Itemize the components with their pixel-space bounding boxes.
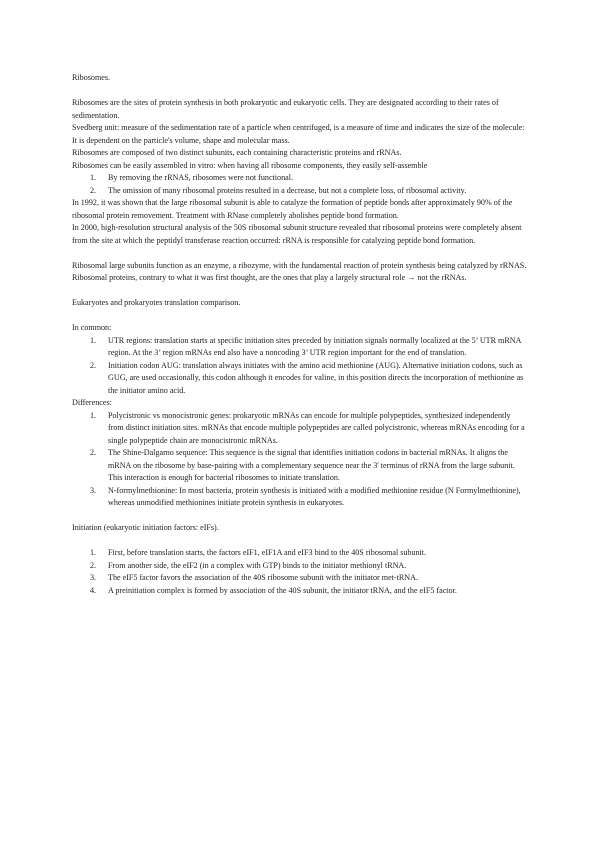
list-item: 2. Initiation codon AUG: translation always initiates with the amino acid methionine (AUG). Alternative initiation codons, such as GUG, are used occasionally, this codon although it encodes for valine, in this position directs the incorporation of methionine as the initiator amino acid. [90, 360, 524, 395]
ribozyme-paragraph: Ribosomal large subunits function as an enzyme, a ribozyme, with the fundamental reaction of protein synthesis being catalyzed by rRNAS. Ribosomal proteins, contrary to what it was first thought, are the ones that play a largely structural role → not the rRNAs. [72, 260, 527, 282]
in-common-label: In common: [72, 323, 112, 332]
list-item: 4. A preinitiation complex is formed by association of the 40S subunit, the initiator tRNA, and the eIF5 factor. [90, 585, 457, 595]
list-item: 1. First, before translation starts, the factors eIF1, eIF1A and eIF3 bind to the 40S ribosomal subunit. [90, 548, 427, 557]
list-item: 1. UTR regions: translation starts at specific initiation sites preceded by initiation signals normally localized at the 5’ UTR mRNA region. At the 3’ region mRNAs end also have a noncoding 3’ UTR region important for the end of translation. [90, 335, 521, 357]
intro-paragraph-2: Svedberg unit: measure of the sedimentation rate of a particle when centrifuged, is a measure of time and indicates the size of the molecule: It is dependent on the particle's volume, shape and molecular mass. [72, 123, 525, 145]
list-item: 1. Polycistronic vs monocistronic genes: prokaryotic mRNAs can encode for multiple polypeptides, synthesized independently from distinct initiation sites. mRNAs that encode multiple polypeptides are called polycistronic, whereas mRNAs encoding for a single polypeptide chain are monocistronic mRNAs. [90, 410, 525, 445]
in-common-list [72, 335, 528, 398]
differences-list [72, 410, 528, 510]
differences-label: Differences: [72, 398, 112, 407]
initiation-list [72, 547, 528, 597]
list-item: 3. N-formylmethionine: In most bacteria, protein synthesis is initiated with a modified methionine residue (N Formylmethionine), whereas unmodified methionines initiate protein synthesis in eukaryotes. [90, 485, 521, 507]
assembly-list [72, 172, 528, 197]
initiation-heading: Initiation (eukaryotic initiation factors: eIFs). [72, 523, 219, 532]
document-title: Ribosomes. [72, 73, 110, 82]
list-item: 1. By removing the rRNAS, ribosomes were not functional. [90, 173, 294, 182]
list-item: 2. The Shine-Dalgarno sequence: This sequence is the signal that identifies initiation codons in bacterial mRNAs. It aligns the mRNA on the ribosome by base-pairing with a complementary sequence near the 3' terminus of rRNA from the large subunit. This interaction is enough for bacterial ribosomes to initiate translation. [90, 448, 515, 482]
intro-paragraph-4: Ribosomes can be easily assembled in vitro: when having all ribosome components, they easily self-assemble [72, 160, 428, 170]
list-item: 2. From another side, the eIF2 (in a complex with GTP) binds to the initiator methionyl tRNA. [90, 560, 407, 570]
intro-paragraph-3: Ribosomes are composed of two distinct subunits, each containing characteristic proteins and rRNAs. [72, 148, 402, 157]
intro-paragraph-1: Ribosomes are the sites of protein synthesis in both prokaryotic and eukaryotic cells. They are designated according to their rates of sedimentation. [72, 98, 499, 120]
comparison-heading: Eukaryotes and prokaryotes translation comparison. [72, 298, 241, 307]
history-paragraph-2000: In 2000, high-resolution structural analysis of the 50S ribosomal subunit structure revealed that ribosomal proteins were completely absent from the site at which the peptidyl transferase reaction occurred: rRNA is responsible for catalyzing peptide bond formation. [72, 223, 522, 245]
history-paragraph-1992: In 1992, it was shown that the large ribosomal subunit is able to catalyze the formation of peptide bonds after approximately 90% of the ribosomal protein removement. Treatment with RNase completely abolishes peptide bond formation. [72, 198, 513, 220]
document-body [72, 72, 528, 597]
list-item: 2. The omission of many ribosomal proteins resulted in a decrease, but not a complete loss, of ribosomal activity. [90, 185, 467, 195]
list-item: 3. The eIF5 factor favors the association of the 40S ribosome subunit with the initiator met-tRNA. [90, 573, 418, 582]
